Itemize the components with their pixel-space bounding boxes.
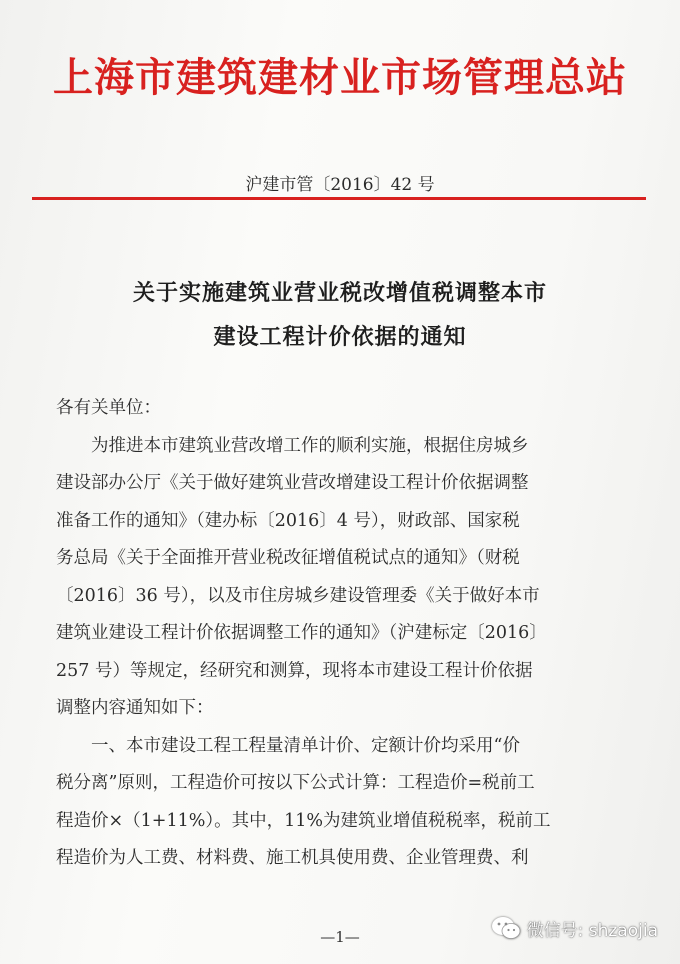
body-line: 〔2016〕36 号），以及市住房城乡建设管理委《关于做好本市 [56, 585, 540, 606]
body-line: 一、本市建设工程工程量清单计价、定额计价均采用“价 [56, 735, 520, 756]
notice-body [56, 390, 652, 878]
body-line: 准备工作的通知》（建办标〔2016〕4 号），财政部、国家税 [56, 510, 520, 531]
body-line: 程造价为人工费、材料费、施工机具使用费、企业管理费、利 [56, 848, 529, 868]
wechat-icon [491, 915, 521, 941]
org-letterhead: 上海市建筑建材业市场管理总站 [53, 54, 627, 101]
body-line: 257 号）等规定，经研究和测算，现将本市建设工程计价依据 [56, 660, 533, 681]
salutation: 各有关单位： [56, 398, 161, 418]
body-line: 建设部办公厅《关于做好建筑业营改增建设工程计价依据调整 [56, 473, 529, 493]
body-line: 税分离”原则，工程造价可按以下公式计算：工程造价=税前工 [56, 773, 535, 793]
red-divider-line [32, 197, 646, 200]
body-line: 建筑业建设工程计价依据调整工作的通知》（沪建标定〔2016〕 [56, 623, 547, 643]
body-line: 务总局《关于全面推开营业税改征增值税试点的通知》（财税 [56, 548, 520, 568]
body-line: 程造价×（1+11%）。其中，11%为建筑业增值税税率，税前工 [56, 810, 551, 831]
notice-title-line-2: 建设工程计价依据的通知 [213, 325, 467, 350]
document-number: 沪建市管〔2016〕42 号 [245, 175, 435, 195]
watermark-text: 微信号: shzaojia [526, 920, 658, 941]
notice-title-line-1: 关于实施建筑业营业税改增值税调整本市 [132, 281, 547, 306]
body-line: 调整内容通知如下： [56, 698, 214, 718]
page-number: —1— [320, 928, 360, 946]
wechat-watermark [491, 915, 658, 941]
body-line: 为推进本市建筑业营改增工作的顺利实施，根据住房城乡 [56, 435, 529, 456]
